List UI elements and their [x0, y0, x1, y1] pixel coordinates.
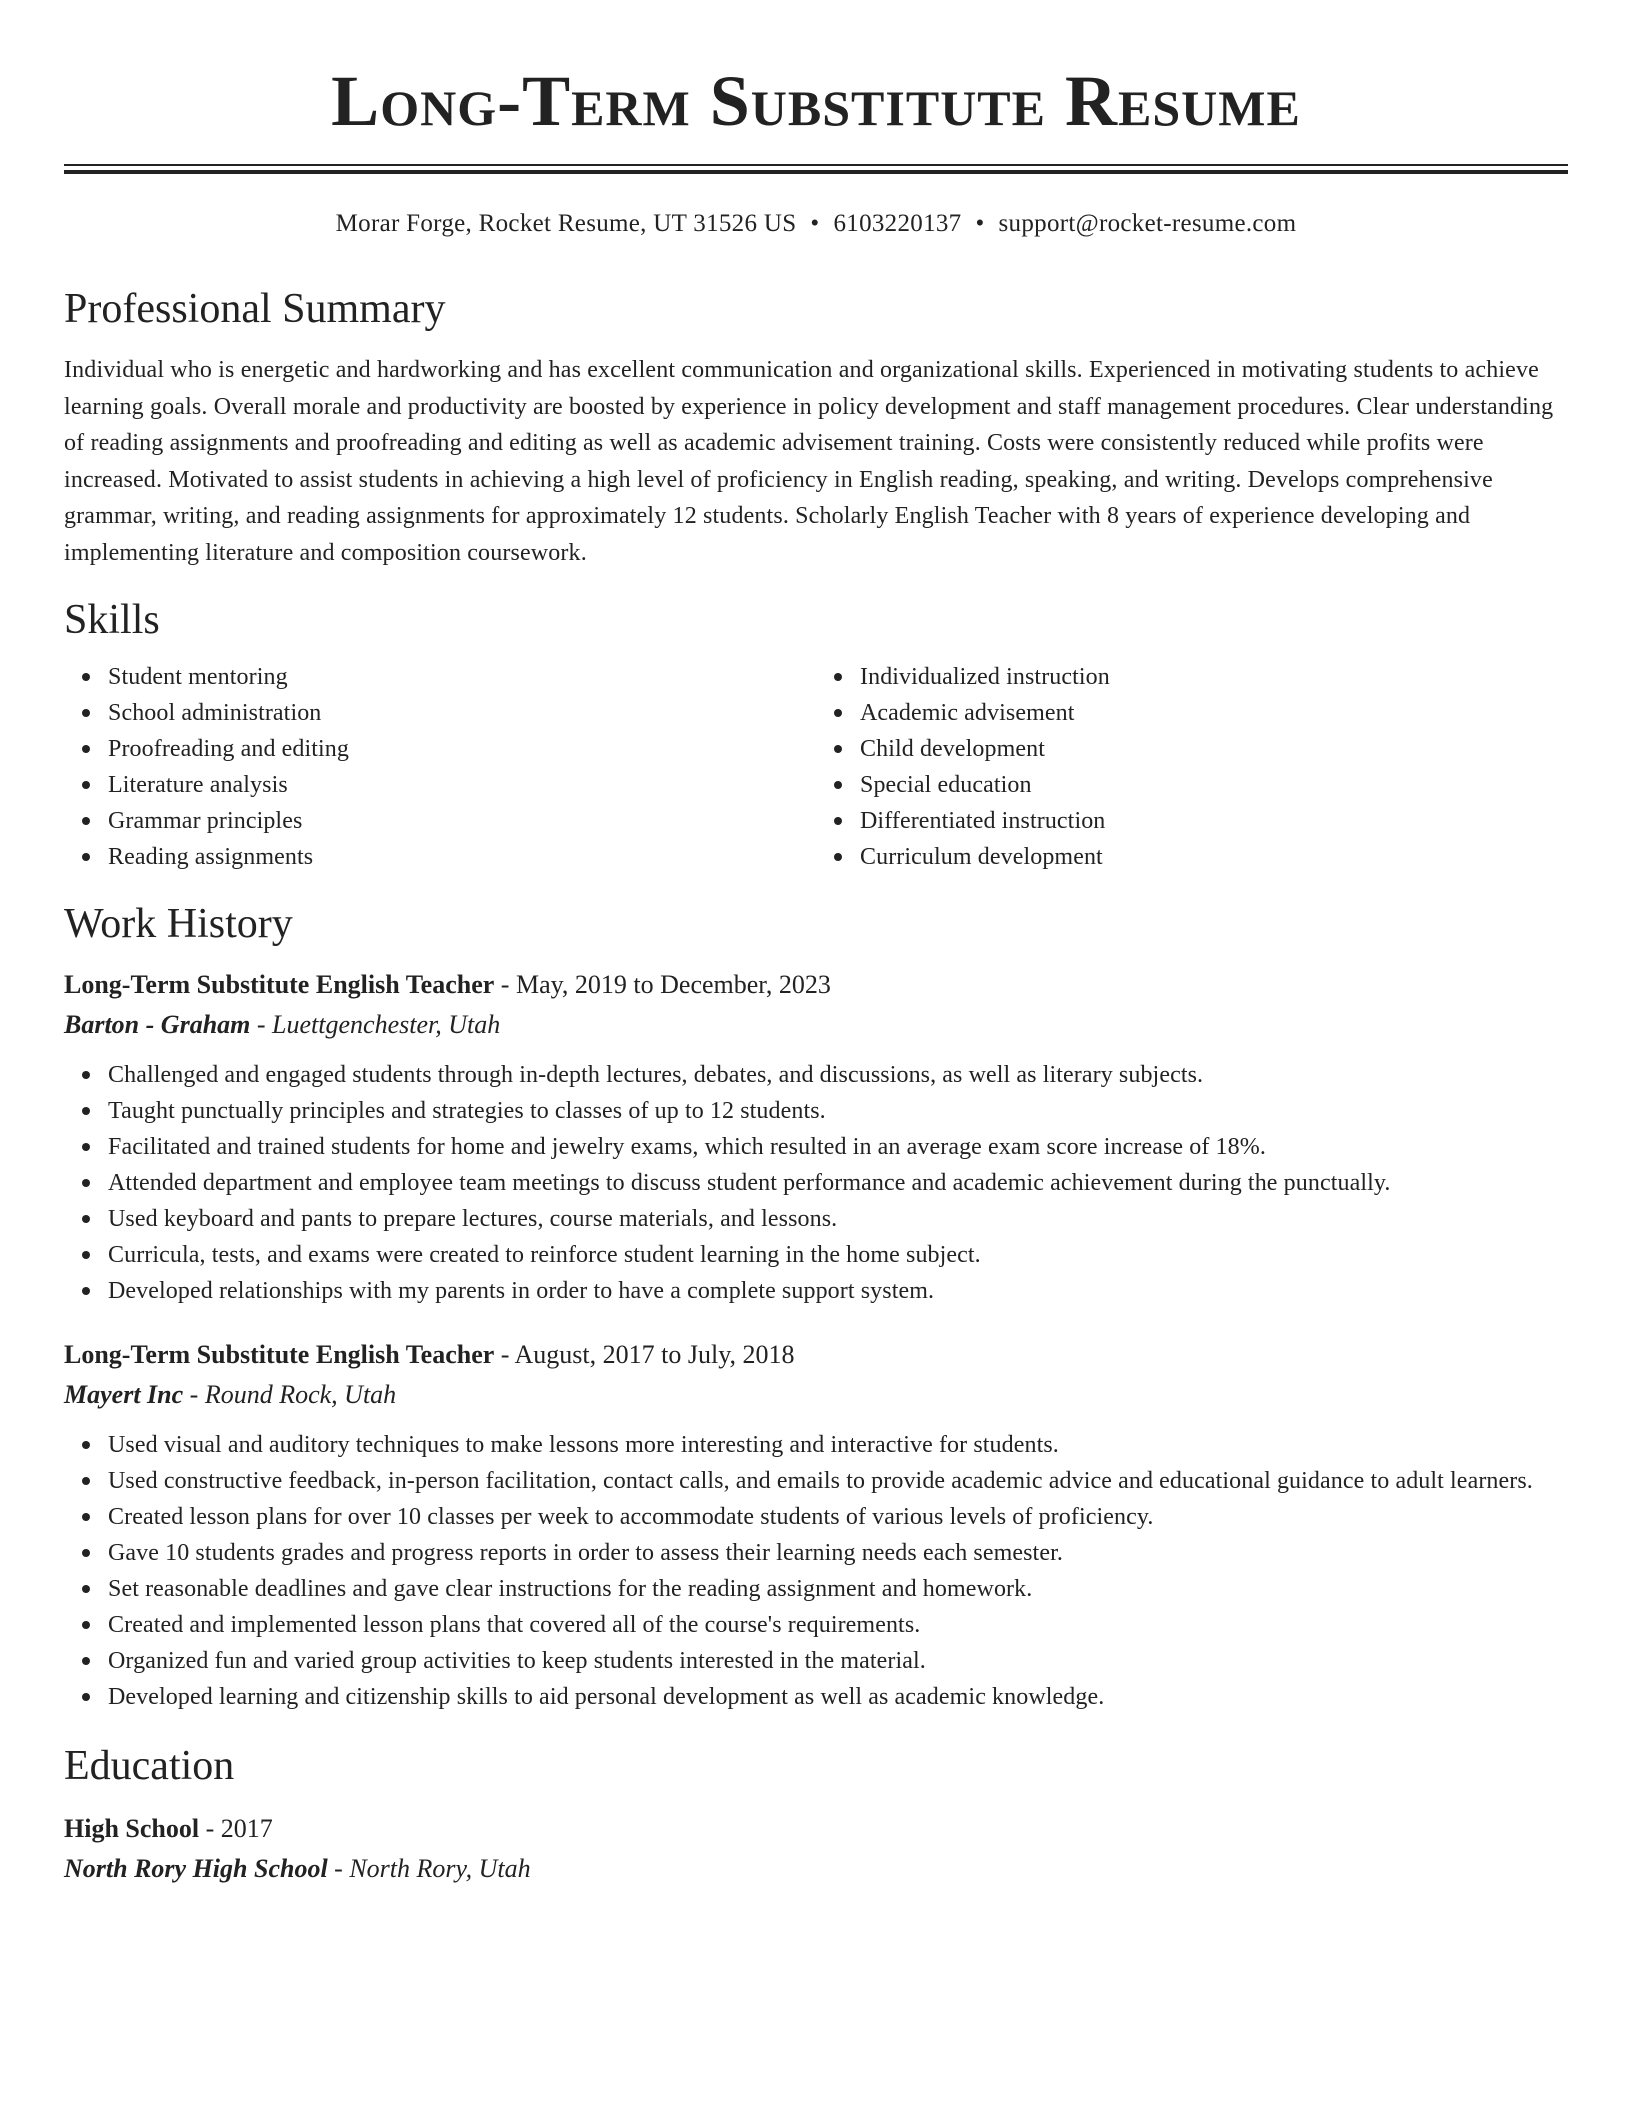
- job-bullet: Developed learning and citizenship skills to aid personal development as well as academic knowledge.: [108, 1679, 1568, 1715]
- resume-title: Long-Term Substitute Resume: [331, 61, 1301, 141]
- skills-columns: [64, 659, 1568, 875]
- contact-separator: •: [810, 210, 820, 237]
- skill-item: Student mentoring: [108, 659, 816, 695]
- summary-text: Individual who is energetic and hardworking and has excellent communication and organizational skills. Experienced in motivating students to achieve learning goals. Overall morale and productivity are boosted by experience in policy development and staff management procedures. Clear understanding of reading assignments and proofreading and editing as well as academic advisement training. Costs were consistently reduced while profits were increased. Motivated to assist students in achieving a high level of proficiency in English reading, speaking, and writing. Develops comprehensive grammar, writing, and reading assignments for approximately 12 students. Scholarly English Teacher with 8 years of experience developing and implementing literature and composition coursework.: [64, 357, 1554, 566]
- job-bullet: Created lesson plans for over 10 classes per week to accommodate students of various levels of proficiency.: [108, 1499, 1568, 1535]
- job-location: - Round Rock, Utah: [183, 1380, 397, 1409]
- job-company: Barton - Graham: [64, 1010, 251, 1039]
- education-year: - 2017: [199, 1814, 273, 1843]
- job-bullet: Gave 10 students grades and progress reports in order to assess their learning needs each semester.: [108, 1535, 1568, 1571]
- skills-list-right: [816, 659, 1568, 875]
- skill-item: Proofreading and editing: [108, 731, 816, 767]
- skills-list-left: [64, 659, 816, 875]
- job-bullets: [64, 1057, 1568, 1309]
- contact-email: support@rocket-resume.com: [998, 210, 1297, 237]
- job-dates: - August, 2017 to July, 2018: [494, 1340, 795, 1369]
- skill-item: Curriculum development: [860, 839, 1568, 875]
- contact-phone: 6103220137: [833, 210, 962, 237]
- skill-item: Reading assignments: [108, 839, 816, 875]
- skills-heading: Skills: [64, 597, 160, 643]
- job-company-line: [64, 1005, 1568, 1045]
- job-bullets: [64, 1427, 1568, 1715]
- job-bullet: Used visual and auditory techniques to make lessons more interesting and interactive for students.: [108, 1427, 1568, 1463]
- job-entry: [64, 1335, 1568, 1715]
- skill-item: Differentiated instruction: [860, 803, 1568, 839]
- education-school: North Rory High School: [64, 1854, 328, 1883]
- skill-item: Literature analysis: [108, 767, 816, 803]
- job-bullet: Created and implemented lesson plans that covered all of the course's requirements.: [108, 1607, 1568, 1643]
- education-heading: Education: [64, 1743, 235, 1789]
- education-degree: High School: [64, 1814, 200, 1843]
- job-bullet: Curricula, tests, and exams were created to reinforce student learning in the home subject.: [108, 1237, 1568, 1273]
- summary-heading: Professional Summary: [64, 286, 446, 332]
- skill-item: Individualized instruction: [860, 659, 1568, 695]
- job-bullet: Organized fun and varied group activities to keep students interested in the material.: [108, 1643, 1568, 1679]
- skill-item: Academic advisement: [860, 695, 1568, 731]
- skill-item: Child development: [860, 731, 1568, 767]
- job-entry: [64, 965, 1568, 1309]
- job-title-line: [64, 965, 1568, 1005]
- education-degree-line: [64, 1809, 1568, 1849]
- skill-item: School administration: [108, 695, 816, 731]
- job-company: Mayert Inc: [64, 1380, 184, 1409]
- job-bullet: Taught punctually principles and strategies to classes of up to 12 students.: [108, 1093, 1568, 1129]
- skill-item: Special education: [860, 767, 1568, 803]
- job-bullet: Facilitated and trained students for home and jewelry exams, which resulted in an average exam score increase of 18%.: [108, 1129, 1568, 1165]
- job-bullet: Challenged and engaged students through in-depth lectures, debates, and discussions, as well as literary subjects.: [108, 1057, 1568, 1093]
- education-school-line: [64, 1849, 1568, 1889]
- contact-separator: •: [975, 210, 985, 237]
- job-bullet: Attended department and employee team meetings to discuss student performance and academic achievement during the punctually.: [108, 1165, 1568, 1201]
- job-bullet: Set reasonable deadlines and gave clear instructions for the reading assignment and homework.: [108, 1571, 1568, 1607]
- job-bullet: Used constructive feedback, in-person facilitation, contact calls, and emails to provide academic advice and educational guidance to adult learners.: [108, 1463, 1568, 1499]
- job-bullet: Developed relationships with my parents in order to have a complete support system.: [108, 1273, 1568, 1309]
- job-dates: - May, 2019 to December, 2023: [494, 970, 831, 999]
- education-location: - North Rory, Utah: [327, 1854, 531, 1883]
- job-company-line: [64, 1375, 1568, 1415]
- contact-line: [64, 208, 1568, 240]
- job-title-line: [64, 1335, 1568, 1375]
- job-title: Long-Term Substitute English Teacher: [64, 970, 495, 999]
- education-entry: [64, 1809, 1568, 1889]
- skill-item: Grammar principles: [108, 803, 816, 839]
- title-divider: [64, 164, 1568, 174]
- contact-address: Morar Forge, Rocket Resume, UT 31526 US: [335, 210, 797, 237]
- job-title: Long-Term Substitute English Teacher: [64, 1340, 495, 1369]
- work-history-heading: Work History: [64, 901, 293, 947]
- job-bullet: Used keyboard and pants to prepare lectures, course materials, and lessons.: [108, 1201, 1568, 1237]
- job-location: - Luettgenchester, Utah: [250, 1010, 501, 1039]
